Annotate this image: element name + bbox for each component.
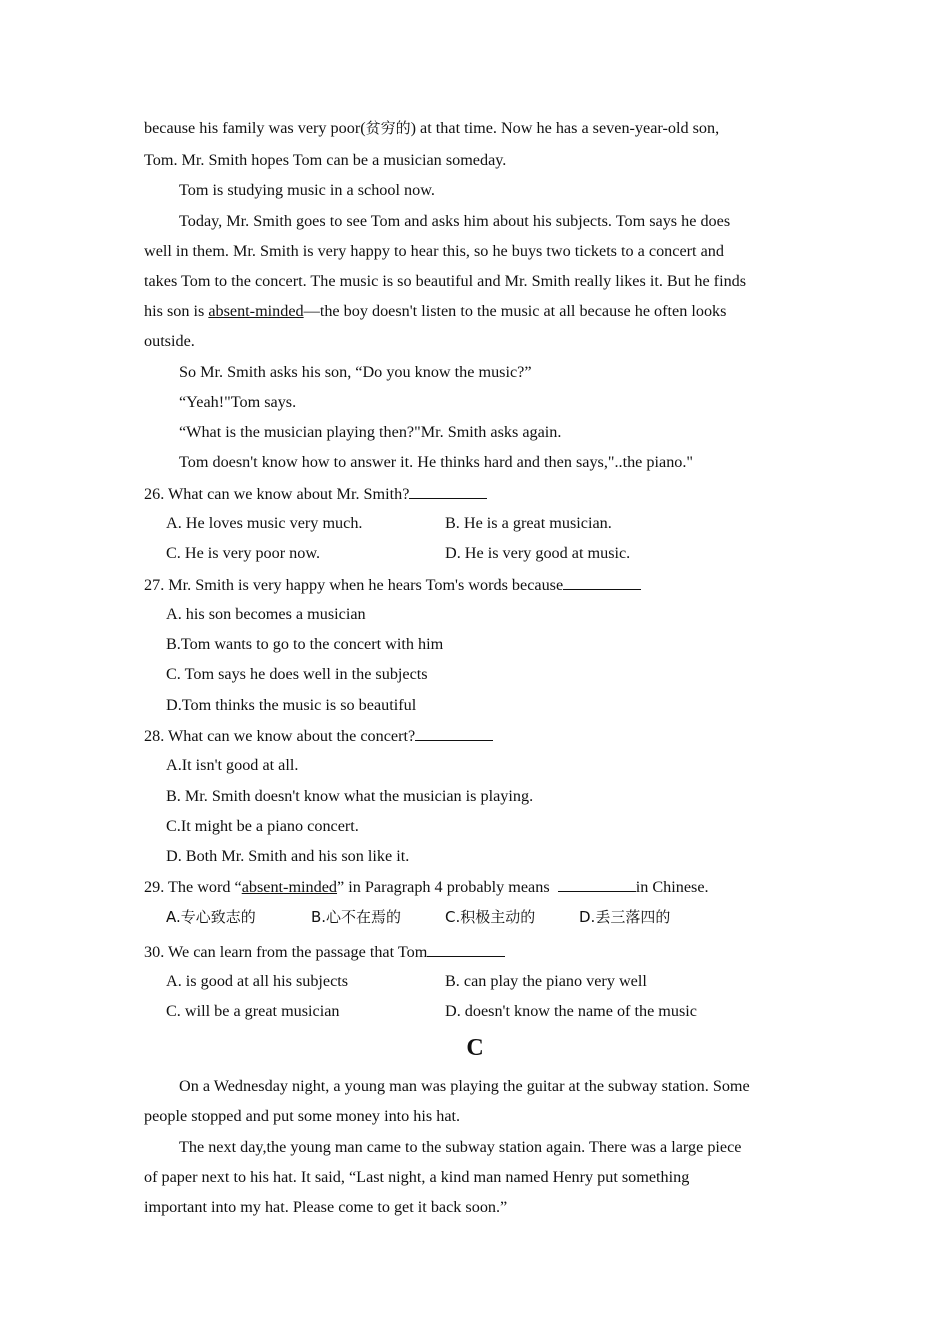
option: D.Tom thinks the music is so beautiful: [166, 696, 417, 714]
option: A. He loves music very much.: [166, 514, 363, 532]
option: B. He is a great musician.: [445, 514, 612, 532]
question-stem: 26. What can we know about Mr. Smith?: [144, 483, 487, 504]
passage-line: Tom is studying music in a school now.: [179, 181, 435, 199]
passage-line: “Yeah!"Tom says.: [179, 393, 297, 411]
answer-blank: [558, 876, 636, 892]
passage-line: On a Wednesday night, a young man was playing the guitar at the subway station. Some: [179, 1077, 750, 1095]
passage-line: important into my hat. Please come to get it back soon.”: [144, 1198, 508, 1216]
option: D. doesn't know the name of the music: [445, 1002, 697, 1020]
option: B.Tom wants to go to the concert with him: [166, 635, 444, 653]
answer-blank: [427, 941, 505, 957]
underlined-term: absent-minded: [208, 302, 304, 320]
passage-line: “What is the musician playing then?"Mr. Smith asks again.: [179, 423, 562, 441]
passage-line: people stopped and put some money into his hat.: [144, 1107, 461, 1125]
option: B.心不在焉的: [311, 908, 402, 926]
passage-line: of paper next to his hat. It said, “Last night, a kind man named Henry put something: [144, 1168, 690, 1186]
option: A. his son becomes a musician: [166, 605, 366, 623]
passage-line: outside.: [144, 332, 195, 350]
passage-line: because his family was very poor(贫穷的) at that time. Now he has a seven-year-old son,: [144, 119, 720, 137]
passage-line: The next day,the young man came to the subway station again. There was a large piece: [179, 1138, 742, 1156]
option: A. is good at all his subjects: [166, 972, 349, 990]
option: A.It isn't good at all.: [166, 756, 299, 774]
passage-line: takes Tom to the concert. The music is so beautiful and Mr. Smith really likes it. But he finds: [144, 272, 747, 290]
question-stem: 27. Mr. Smith is very happy when he hears Tom's words because: [144, 574, 641, 595]
passage-line: well in them. Mr. Smith is very happy to hear this, so he buys two tickets to a concert and: [144, 242, 724, 260]
option: B. Mr. Smith doesn't know what the musician is playing.: [166, 787, 534, 805]
answer-blank: [415, 725, 493, 741]
option: C.It might be a piano concert.: [166, 817, 359, 835]
question-stem: 30. We can learn from the passage that Tom: [144, 941, 505, 962]
question-stem: 29. The word “absent-minded” in Paragraph 4 probably means in Chinese.: [144, 878, 709, 896]
passage-line: Tom doesn't know how to answer it. He thinks hard and then says,"..the piano.": [179, 453, 694, 471]
option: D. Both Mr. Smith and his son like it.: [166, 847, 410, 865]
answer-blank: [409, 483, 487, 499]
section-heading: C: [466, 1035, 484, 1061]
question-stem: 28. What can we know about the concert?: [144, 725, 493, 746]
option: C.积极主动的: [445, 908, 536, 926]
answer-blank: [563, 574, 641, 590]
passage-line: Tom. Mr. Smith hopes Tom can be a musician someday.: [144, 151, 507, 169]
option: D.丢三落四的: [579, 908, 671, 926]
passage-line: So Mr. Smith asks his son, “Do you know the music?”: [179, 363, 532, 381]
option: B. can play the piano very well: [445, 972, 647, 990]
option: C. will be a great musician: [166, 1002, 340, 1020]
passage-line: Today, Mr. Smith goes to see Tom and asks him about his subjects. Tom says he does: [179, 212, 731, 230]
underlined-term: absent-minded: [241, 878, 338, 896]
option: C. He is very poor now.: [166, 544, 321, 562]
passage-line: his son is absent-minded—the boy doesn't listen to the music at all because he often looks: [144, 302, 727, 320]
option: C. Tom says he does well in the subjects: [166, 665, 428, 683]
option: A.专心致志的: [166, 908, 256, 926]
option: D. He is very good at music.: [445, 544, 631, 562]
